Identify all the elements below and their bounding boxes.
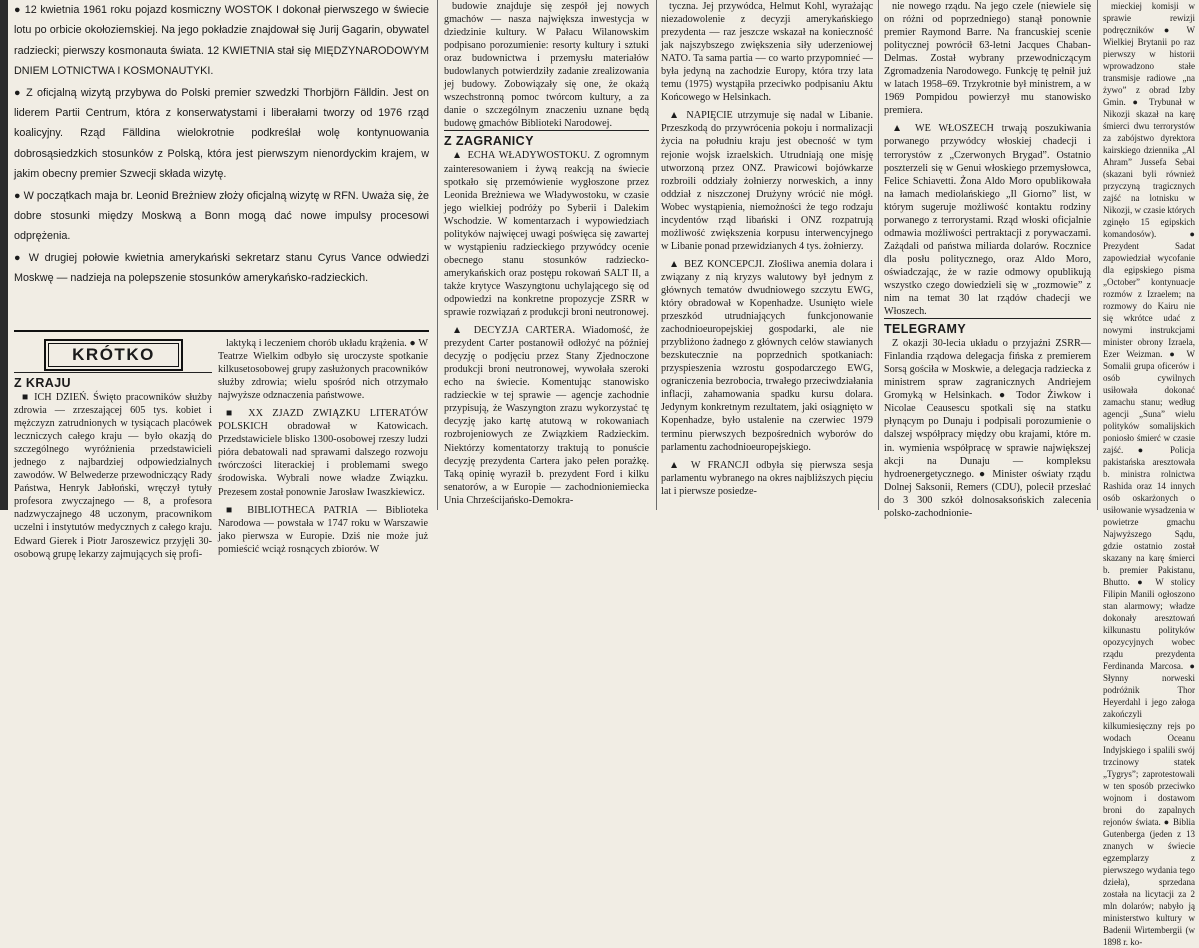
article-ich-dzien-cont: laktyką i leczeniem chorób układu krążenia. ● W Teatrze Wielkim odbyło się uroczyste spotkanie kilkusetosobowej grupy zasłużonych pracowników służby zdrowia; wielu spośród nich otrzymało najwyższe odznaczenia państwowe. <box>218 338 428 402</box>
column-2 <box>444 0 649 510</box>
section-heading-telegramy: TELEGRAMY <box>884 318 1091 337</box>
article-rzad-francji: nie nowego rządu. Na jego czele (niewiele się on różni od poprzedniego) stanął ponownie premier Raymond Barre. Na francuskiej scenie politycznej powrócił 63-letni Jacques Chaban-Delmas. Został wybrany przewodniczącym Zgromadzenia Narodowego. Funkcję tę pełnił już w latach 1958–69. Trzykrotnie był ministrem, a w 1969 Pompidou powierzył mu stanowisko premiera. <box>884 1 1091 117</box>
article-napiecie: ▲ NAPIĘCIE utrzymuje się nadal w Libanie. Przeszkodą do przywrócenia pokoju i normalizacji życia na południu kraju jest obecność w tym rejonie wojsk izraelskich. Utrudniają one misję utworzoną przez ONZ. Prawicowi bojówkarze rozbroili oddziały żołnierzy norweskich, a inny oddział z niszczonej Drużyny wrócić nie mógł. Wobec wystąpienia, niemożności że tego rodzaju incydentów rząd libański i ONZ rozpatrują możliwość zwiększenia korpusu interwencyjnego w Libanie ponad przewidzianych 4 tys. żołnierzy. <box>661 110 873 252</box>
page-edge-shadow <box>0 0 8 510</box>
article-telegramy: Z okazji 30-lecia układu o przyjaźni ZSRR—Finlandia rządowa delegacja fińska z premierem Sorsą gościła w Moskwie, a delegacja radziecka z ministrem spraw zagranicznych Andriejem Gromyką w Helsinkach. ● Todor Żiwkow i Nicolae Ceausescu spotkali się na statku płynącym po Dunaju i podpisali porozumienie o dalszej współpracy między obu krajami, które m. in. wymienia współpracę w sprawie największej akcji na Dunaju — kompleksu hydroenergetycznego. ● Minister oświaty rządu Dolnej Saksonii, Remers (CDU), polecił przesłać do 3 300 szkół dolnosaksońskich zalecenia polsko-zachodnionie- <box>884 338 1091 519</box>
article-ich-dzien: ■ ICH DZIEŃ. Święto pracowników służby zdrowia — zrzeszającej 605 tys. kobiet i mężczyzn zatrudnionych w tysiącach placówek leczniczych całego kraju — było okazją do szczególnego wyróżnienia przedstawicieli jednego z najbardziej odpowiedzialnych zawodów. W Belwederze przewodniczący Rady Państwa, Henryk Jabłoński, wręczył tytuły profesora zwyczajnego — 8, a profesora nadzwyczajnego 48 uczonym, pracownikom uczelni i instytutów medycznych z całego kraju. Edward Gierek i Piotr Jaroszewicz przyjęli 30-osobową grupę lekarzy zajmujących się profi- <box>14 392 212 560</box>
krotko-label: KRÓTKO <box>48 343 179 367</box>
article-xx-zjazd: ■ XX ZJAZD ZWIĄZKU LITERATÓW POLSKICH obradował w Katowicach. Przedstawiciele blisko 1300-osobowej rzeszy ludzi pióra debatowali nad sprawami dalszego rozwoju twórczości literackiej i problemami swego środowiska. Wybrali nowe władze Związku. Prezesem został ponownie Jarosław Iwaszkiewicz. <box>218 408 428 498</box>
article-echa: ▲ ECHA WŁADYWOSTOKU. Z ogromnym zainteresowaniem i żywą reakcją na świecie spotkało się przemówienie wygłoszone przez Leonida Breżniewa we Władywostoku, w czasie jego wielkiej podróży po Syberii i Dalekim Wschodzie. W komentarzach i wypowiedziach polityków najwięcej uwagi poświęca się zawartej w wystąpieniu radzieckiego przywódcy ocenie obecnego stanu stosunków radziecko-amerykańskich oraz postępu rokowań SALT II, a także krytyce Waszyngtonu uchylającego się od odpowiedzi na konkretne propozycje ZSRR w sprawie rozwiązań z produkcji broni neutronowej. <box>444 150 649 319</box>
krotko-box <box>44 339 183 371</box>
column-rule <box>437 0 438 510</box>
item-falldin: ● Z oficjalną wizytą przybywa do Polski premier szwedzki Thorbjörn Fälldin. Jest on liderem Partii Centrum, która z konserwatystami i liberałami tworzy od 1976 rząd koalicyjny. Rząd Fälldina wielokrotnie podkreślał wolę kontynuowania dobrosąsiedzkich stosunków z Polską, która jest pierwszym nienordyckim krajem, w jakim obecny premier Szwecji składa wizytę. <box>14 86 429 181</box>
article-biblioteka: ■ BIBLIOTHECA PATRIA — Biblioteka Narodowa — powstała w 1747 roku w Warszawie jako pierwsza w Europie. Dziś nie może już pomieścić wciąż rosnących zbiorów. W <box>218 504 428 555</box>
column-news-top <box>14 0 429 335</box>
article-wlochy: ▲ WE WŁOSZECH trwają poszukiwania porwanego przywódcy włoskiej chadecji i terrorystów z „Czerwonych Brygad”. Ostatnio poszterzeli się w Genui włoskiego przemysłowca, Felice Schiavetti. Żona Aldo Moro opublikowała na łamach mediolańskiego „Il Giorno” list, w którym sugeruje możliwość kontaktu rodziny porwanego z terrorystami. Rząd włoski oficjalnie odmawia możliwości pertraktacji z porywaczami. Zażądali od państwa miliarda dolarów. Rocznice dla posłu politycznego, oraz Aldo Moro, oświadczając, że w razie odmowy opublikują wszystko czego dowiedzieli się w „rozmowie” z nim na temat 30 lat rządów chadecji we Włoszech. <box>884 123 1091 318</box>
article-biblioteka-cont: budowie znajduje się zespół jej nowych gmachów — nasza największa inwestycja w dziedzinie kultury. W Pałacu Wilanowskim podpisano porozumienie: resorty kultury i sztuki oraz budownictwa i przemysłu materiałów budowlanych potwierdziły zadanie zrealizowania jej budowy. Zobowiązały się one, że okażą wszechstronną pomoc twórcom kultury, a za danie o szczególnym znaczeniu uznane będą budowę gmachów Biblioteki Narodowej. <box>444 1 649 130</box>
item-brezniew: ● W początkach maja br. Leonid Breżniew złoży oficjalną wizytę w RFN. Uważa się, że dobre stosunki między Moskwą a Bonn mogą dać nowe impulsy procesowi odprężenia. <box>14 189 429 243</box>
column-rule <box>656 0 657 510</box>
item-wostok: ● 12 kwietnia 1961 roku pojazd kosmiczny WOSTOK I dokonał pierwszego w świecie lotu po orbicie okołoziemskiej. Na jego pokładzie znajdował się Jurij Gagarin, obywatel radziecki; pierwszy kosmonauta świata. 12 KWIETNIA stał się MIĘDZYNARODOWYM DNIEM LOTNICTWA I KOSMONAUTYKI. <box>14 4 429 78</box>
column-5 <box>1103 0 1195 947</box>
article-decyzja: ▲ DECYZJA CARTERA. Wiadomość, że prezydent Carter postanowił odłożyć na później decyzję o podjęciu przez Stany Zjednoczone produkcji broni neutronowej, wywołała szeroki echo na świecie. Komentując stanowisko radzieckie w tej sprawie — agencje zachodnie przypisują, że Waszyngton zrazu wykorzystać tę decyzję jako kartę atutową w rokowaniach rozbrojeniowych ze Związkiem Radzieckim. Niektórzy komentatorzy traktują to ponuście decyzję prezydenta Cartera jako pełen porażkę. Taką opinię wyraził b. prezydent Ford i kilku senatorów, a w Europie — zachodnioniemiecka Unia Chrześcijańsko-Demokra- <box>444 325 649 506</box>
section-heading-z-zagranicy: Z ZAGRANICY <box>444 130 649 149</box>
divider-top <box>14 330 429 332</box>
article-bez-koncepcji: ▲ BEZ KONCEPCJI. Złośliwa anemia dolara i związany z nią kryzys walutowy był jednym z głównych tematów dwudniowego szczytu EWG, który obradował w Kopenhadze. Usunięto wiele przeszkód utrudniających funkcjonowanie zachodnioeuropejskiej gospodarki, ale nie przybliżono żadnego z głównych celów stawianych bezskutecznie na poprzednich spotkaniach: przyspieszenia wzrostu gospodarczego EWG, ograniczenia bezrobocia, trwałego przeciwdziałania inflacji, zahamowania spadku kursu dolara. Jedynym konkretnym rezultatem, jaki osiągnięto w Kopenhadze, było ustalenie na czerwiec 1979 terminu pierwszych bezpośrednich wyborów do parlamentu zachodnioeuropejskiego. <box>661 258 873 453</box>
column-4 <box>884 0 1091 519</box>
column-kraju-right <box>218 337 428 555</box>
column-kraju-left <box>14 372 212 560</box>
column-rule <box>1097 0 1098 510</box>
article-kohl: tyczna. Jej przywódca, Helmut Kohl, wyrażając niezadowolenie z decyzji amerykańskiego prezydenta — raz jeszcze wskazał na konieczność jak najszybszego zwiększenia siły uderzeniowej NATO. Ta sama partia — co warto przypomnieć — była jedyną na zachodzie Europy, która trzy lata temu (1975) wystąpiła przeciwko podpisaniu Aktu Końcowego w Helsinkach. <box>661 1 873 104</box>
item-vance: ● W drugiej połowie kwietnia amerykański sekretarz stanu Cyrus Vance odwiedzi Moskwę — nadzieja na polepszenie stosunków amerykańsko-radzieckich. <box>14 251 429 285</box>
column-3 <box>661 0 873 510</box>
section-heading-z-kraju: Z KRAJU <box>14 372 212 391</box>
column-rule <box>878 0 879 510</box>
article-francja: ▲ W FRANCJI odbyła się pierwsza sesja parlamentu wybranego na okres najbliższych pięciu lat i pierwsze posiedze- <box>661 459 873 497</box>
article-telegramy-cont: mieckiej komisji w sprawie rewizji podręczników ● W Wielkiej Brytanii po raz pierwszy w historii wprowadzono stałe transmisje radiowe „na żywo” z obrad Izby Gmin. ● Trybunał w Nikozji skazał na karę śmierci dwu terrorystów za zabójstwo dyrektora kairskiego dziennika „Al Ahram” Jussefa Sebai (skazani byli również przyczyną tragicznych zajść na lotnisku w Nikozji, w czasie których zginęło 15 egipskich komandosów). ● Prezydent Sadat zapowiedział wycofanie dla egipskiego pisma „October” kontynuacje rozmów z Izraelem; na rozmowy do Kairu nie się wkrótce udać z nowymi instrukcjami minister obrony Izraela, Ezer Weizman. ● W Somalii grupa oficerów i osób cywilnych usiłowała dokonać zamachu stanu; według agencji „Suna” wielu polityków somalijskich poniosło śmierć w czasie zajść. ● Policja pakistańska aresztowała b. ministra rolnictwa Rashida oraz 14 innych osób oskarżonych o usiłowanie wysadzenia w powietrze gmachu Najwyższego Sądu, gdzie ostatnio został skazany na karę śmierci b. premier Pakistanu, Bhutto. ● W stolicy Filipin Manili ogłoszono stan alarmowy; władze dokonały aresztowań kilkunastu polityków opozycyjnych wobec rządu prezydenta Ferdinanda Marcosa. ● Słynny norweski podróżnik Thor Heyerdahl i jego załoga zakończyli kilkumiesięczny rejs po wodach Oceanu Indyjskiego i spalili swój trzcinowy statek „Tygrys”; zaprotestowali w ten sposób przeciwko wojnom i dostawom broni do zapalnych rejonów świata. ● Biblia Gutenberga (jeden z 13 znanych w świecie egzemplarzy z pierwszego wydania tego dzieła), sprzedana została na licytacji za 2 mln dolarów; nabyło ją ministerstwo kultury w Badenii Wirtembergii (w 1898 r. ko- <box>1103 1 1195 947</box>
